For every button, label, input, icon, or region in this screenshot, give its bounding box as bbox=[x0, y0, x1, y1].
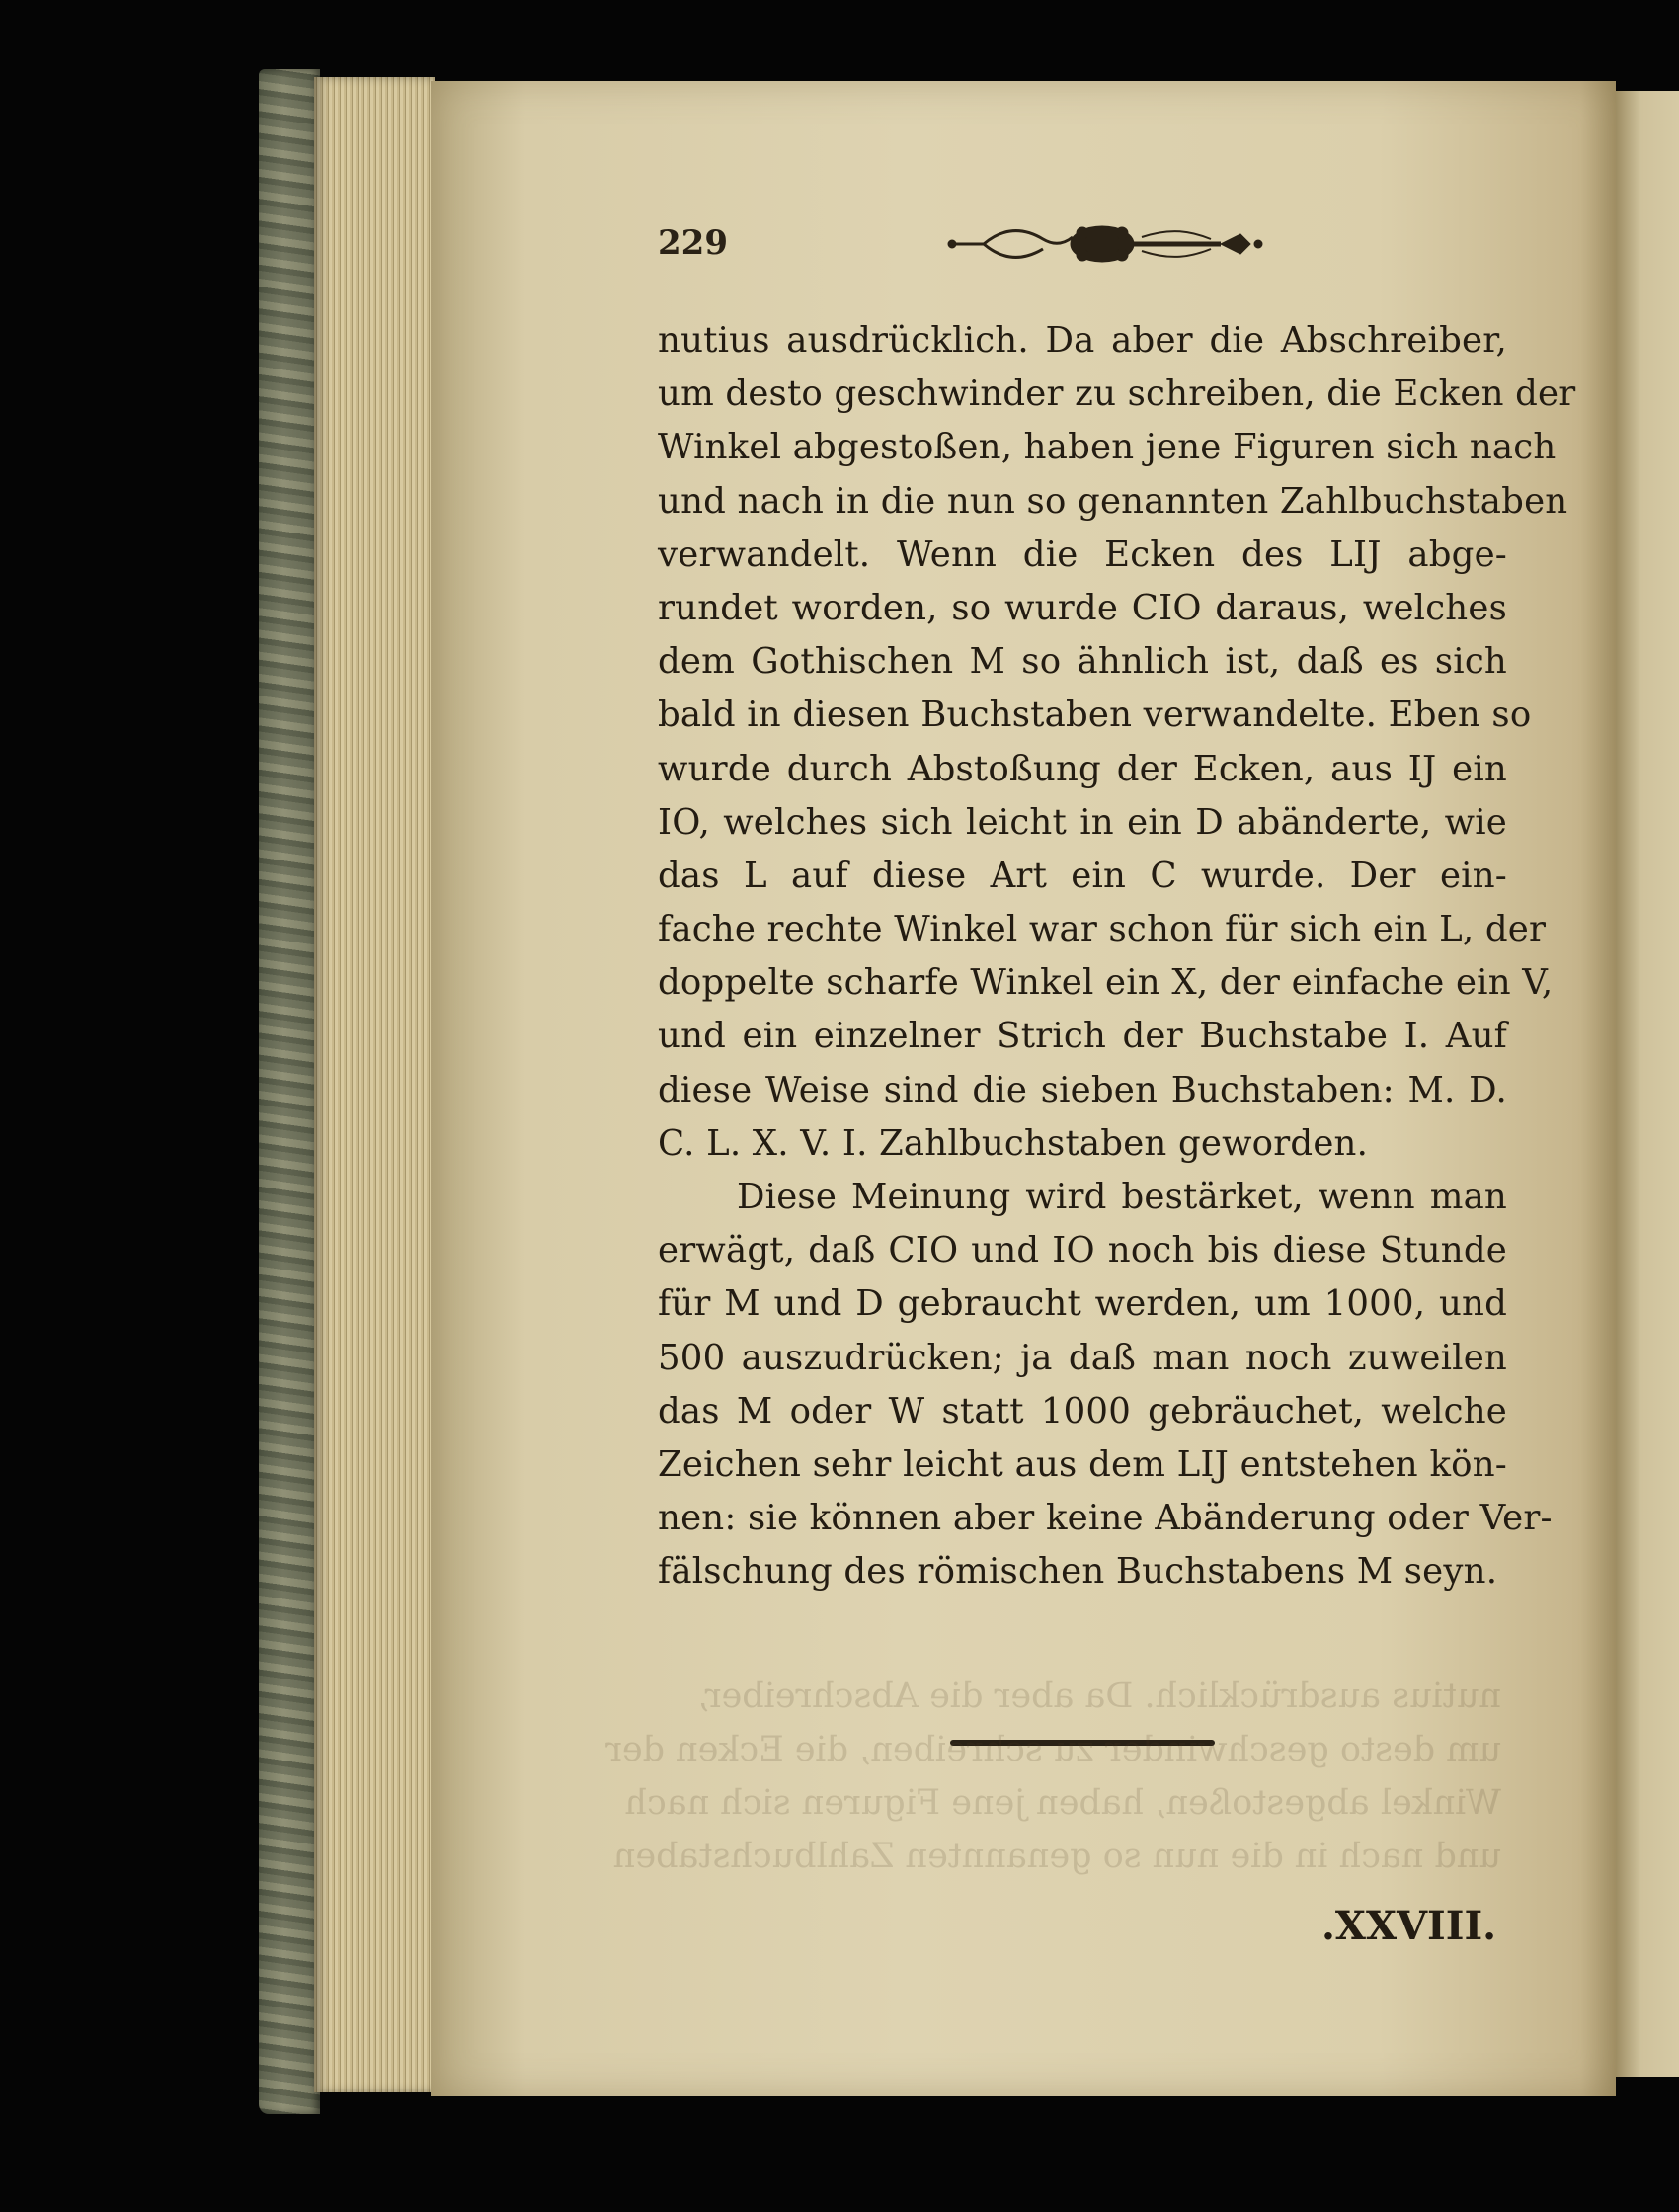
page-header bbox=[658, 219, 1211, 269]
text-line: rundet worden, so wurde CIO daraus, welches bbox=[658, 587, 1507, 628]
text-line: um desto geschwinder zu schreiben, die Ecken der bbox=[658, 373, 1576, 415]
page-edges bbox=[314, 77, 435, 2092]
text-line: Diese Meinung wird bestärket, wenn man bbox=[737, 1177, 1507, 1217]
text-line: das M oder W statt 1000 gebräuchet, welche bbox=[658, 1390, 1507, 1432]
text-line: doppelte scharfe Winkel ein X, der einfache ein V, bbox=[658, 962, 1554, 1004]
show-through-line: Winkel abgestoßen, haben jene Figuren sich nach bbox=[624, 1783, 1501, 1823]
text-line: erwägt, daß CIO und IO noch bis diese Stunde bbox=[658, 1230, 1507, 1271]
text-line: nutius ausdrücklich. Da aber die Abschreiber, bbox=[658, 320, 1507, 361]
facing-page-edge bbox=[1616, 91, 1679, 2077]
show-through-text bbox=[605, 1670, 1501, 1883]
text-line: und ein einzelner Strich der Buchstabe I. Auf bbox=[658, 1016, 1507, 1057]
marbled-cover bbox=[259, 69, 320, 2114]
text-line: diese Weise sind die sieben Buchstaben: M. D. bbox=[658, 1069, 1507, 1110]
text-line: für M und D gebraucht werden, um 1000, und bbox=[658, 1283, 1507, 1325]
text-line: Winkel abgestoßen, haben jene Figuren sich nach bbox=[658, 427, 1557, 468]
text-line: fache rechte Winkel war schon für sich ein L, der bbox=[658, 909, 1547, 950]
show-through-line: nutius ausdrücklich. Da aber die Abschreiber, bbox=[697, 1677, 1501, 1716]
text-line: 500 auszudrücken; ja daß man noch zuweilen bbox=[658, 1337, 1507, 1378]
text-line: nen: sie können aber keine Abänderung oder Ver- bbox=[658, 1498, 1553, 1539]
text-line: wurde durch Abstoßung der Ecken, aus IJ ein bbox=[658, 748, 1507, 789]
text-line: das L auf diese Art ein C wurde. Der ein- bbox=[658, 855, 1507, 896]
text-line: IO, welches sich leicht in ein D abänderte, wie bbox=[658, 801, 1507, 843]
body-text bbox=[658, 314, 1576, 1599]
text-line: Zeichen sehr leicht aus dem LIJ entstehen kön- bbox=[658, 1443, 1507, 1485]
text-line: dem Gothischen M so ähnlich ist, daß es sich bbox=[658, 641, 1507, 683]
show-through-line: und nach in die nun so genannten Zahlbuchstaben bbox=[612, 1837, 1501, 1876]
page-number: 229 bbox=[658, 223, 728, 263]
ornament-icon bbox=[944, 219, 1280, 269]
text-line: fälschung des römischen Buchstabens M seyn. bbox=[658, 1551, 1498, 1593]
catchword: .XXVIII. bbox=[1321, 1903, 1497, 1949]
text-line: C. L. X. V. I. Zahlbuchstaben geworden. bbox=[658, 1122, 1369, 1164]
text-line: verwandelt. Wenn die Ecken des LIJ abge- bbox=[658, 533, 1507, 575]
text-line: und nach in die nun so genannten Zahlbuchstaben bbox=[658, 480, 1568, 522]
text-line: bald in diesen Buchstaben verwandelte. Eben so bbox=[658, 695, 1532, 736]
show-through-line: um desto geschwinder zu schreiben, die Ecken der bbox=[605, 1730, 1501, 1769]
